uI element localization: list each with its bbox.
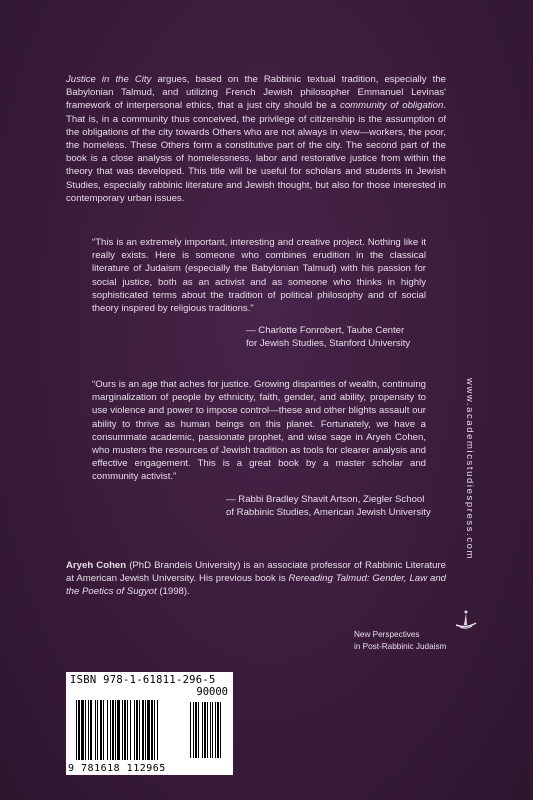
description-emphasis: community of obligation xyxy=(340,100,444,112)
endorsement-quote-2: “Ours is an age that aches for justice. Growing disparities of wealth, continuing marginalization of people by ethnicity, faith, gender, and ability, propensity to use violence and power to impose control—these and other blights assault our ability to thrive as human beings on this planet. Fortunately, we have a consummate academic, passionate prophet, and wise sage in Aryeh Cohen, who musters the resources of Jewish tradition as tools for clearer analysis and effective engagement. This is a great book by a master scholar and community activist.” xyxy=(92,379,426,483)
barcode-bar xyxy=(212,702,213,758)
barcode-bar xyxy=(100,700,102,760)
barcode-bar xyxy=(107,700,108,760)
barcode-bar xyxy=(151,700,153,760)
barcode-bar xyxy=(142,700,144,760)
barcode-bar xyxy=(154,700,155,760)
barcode-digits: 9 781618 112965 xyxy=(68,763,166,774)
barcode-bar xyxy=(207,702,208,758)
attribution-line: for Jewish Studies, Stanford University xyxy=(246,338,411,350)
book-title: Justice in the City xyxy=(66,74,152,85)
barcode-bar xyxy=(122,700,123,760)
attribution-line: of Rabbinic Studies, American Jewish University xyxy=(226,507,431,519)
barcode-bar xyxy=(220,702,221,758)
barcode-bar xyxy=(78,700,80,760)
barcode-bar xyxy=(124,700,126,760)
isbn-barcode xyxy=(66,672,233,775)
series-line: New Perspectives xyxy=(354,630,420,639)
description-text-cont: . That is, in a community thus conceived, the privilege of citizenship is the assumption of the obligations of the city towards Others who are not always in view—workers, the poor, the homeless. These Others form a constitutive part of the city. The second part of the book is a close analysis of homelessness, labor and restorative justice from within the theory that was developed. This title will be useful for scholars and students in Jewish Studies, especially rabbinic literature and Jewish thought, but also for those interested in contemporary urban issues. xyxy=(66,100,446,204)
barcode-bar xyxy=(112,700,114,760)
barcode-bar xyxy=(193,702,194,758)
endorsement-quote-1: “This is an extremely important, interesting and creative project. Nothing like it really exists. Here is someone who combines erudition in the classical literature of Judaism (especially the Babylonian Talmud) with his passion for social justice, both as an activist and as someone who thinks in highly sophisticated terms about the tradition of political philosophy and of social theory inspired by religious traditions.” xyxy=(92,237,426,315)
barcode-bar xyxy=(134,700,135,760)
previous-book-title: Rereading Talmud: Gender, Law and the Poetics of Sugyot xyxy=(66,573,446,598)
barcode-bar xyxy=(115,700,116,760)
barcode-bar xyxy=(127,700,128,760)
barcode-bar xyxy=(81,700,84,760)
description-text: argues, based on the Rabbinic textual tradition, especially the Babylonian Talmud, and utilizing French Jewish philosopher Emmanuel Levinas' framework of interpersonal ethics, that a just city should be a xyxy=(66,74,446,112)
barcode-bar xyxy=(204,702,206,758)
author-bio-text: (PhD Brandeis University) is an associate professor of Rabbinic Literature at American Jewish University. His previous book is xyxy=(66,560,446,585)
price-code: 90000 xyxy=(196,686,228,698)
author-name: Aryeh Cohen xyxy=(66,560,127,571)
endorsement-attribution-1 xyxy=(246,324,466,350)
barcode-bar xyxy=(215,702,216,758)
series-line: in Post-Rabbinic Judaism xyxy=(354,641,447,651)
publisher-url: www.academicstudiespress.com xyxy=(464,378,475,561)
barcode-bar xyxy=(190,702,191,758)
attribution-line: — Rabbi Bradley Shavit Artson, Ziegler School xyxy=(226,494,425,505)
attribution-line: — Charlotte Fonrobert, Taube Center xyxy=(246,325,405,336)
author-bio xyxy=(66,559,446,599)
barcode-bar xyxy=(85,700,86,760)
barcode-bar xyxy=(76,700,77,760)
barcode-bar xyxy=(103,700,104,760)
barcode-bar xyxy=(195,702,197,758)
barcode-bar xyxy=(117,700,120,760)
barcode-bar xyxy=(88,700,89,760)
barcode-bar xyxy=(97,700,98,760)
barcode-bar xyxy=(217,702,219,758)
barcode-bar xyxy=(198,702,199,758)
barcode-bar xyxy=(95,700,96,760)
barcode-bar xyxy=(136,700,138,760)
barcode-bar xyxy=(139,700,140,760)
barcode-bar xyxy=(202,702,203,758)
barcode-bar xyxy=(147,700,150,760)
isbn-label: ISBN 978-1-61811-296-5 xyxy=(70,674,216,686)
series-name xyxy=(354,629,474,652)
barcode-bar xyxy=(110,700,111,760)
barcode-bar xyxy=(210,702,211,758)
barcode-bar xyxy=(90,700,92,760)
author-bio-text-end: (1998). xyxy=(156,586,190,598)
barcode-bar xyxy=(130,700,131,760)
book-description xyxy=(66,73,446,205)
barcode-bar xyxy=(157,700,158,760)
barcode-bar xyxy=(145,700,146,760)
endorsement-attribution-2 xyxy=(226,493,446,519)
